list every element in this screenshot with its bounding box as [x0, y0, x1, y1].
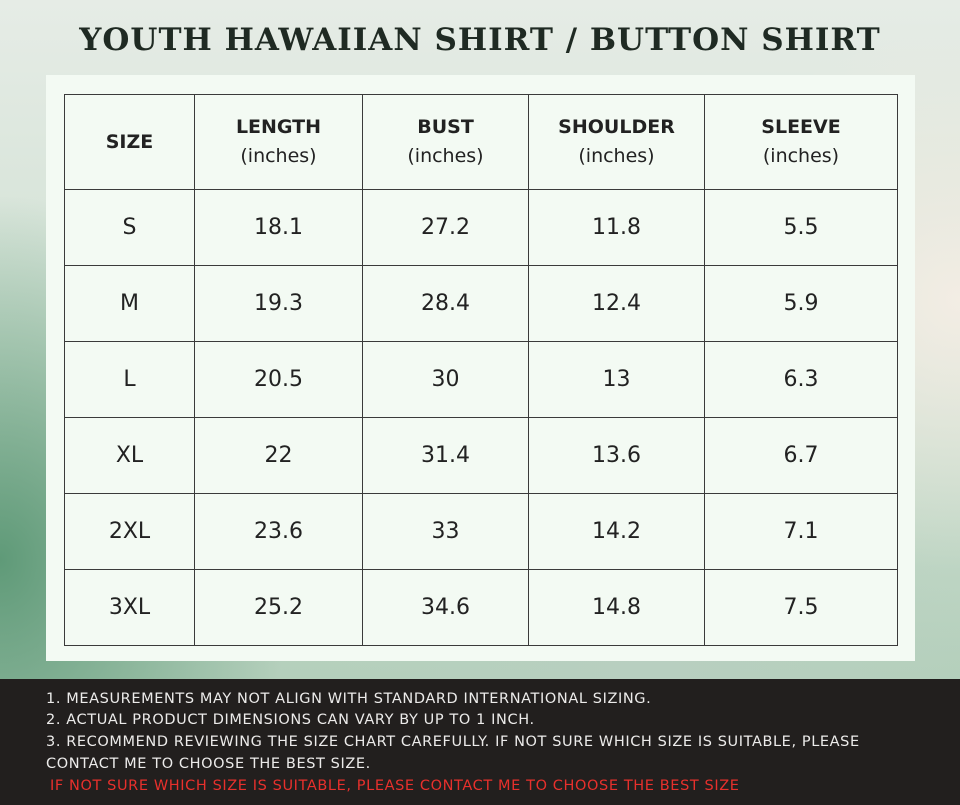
cell-shoulder: 14.2: [529, 494, 705, 570]
cell-bust: 33: [363, 494, 529, 570]
cell-bust: 30: [363, 342, 529, 418]
header-shoulder: [529, 95, 705, 190]
header-unit: (inches): [240, 145, 317, 167]
cell-sleeve: 7.1: [705, 494, 898, 570]
cell-size: XL: [65, 418, 195, 494]
note-line-3-continued: CONTACT ME TO CHOOSE THE BEST SIZE.: [46, 756, 371, 772]
cell-length: 22: [195, 418, 363, 494]
size-table: [64, 94, 898, 646]
header-length: [195, 95, 363, 190]
note-line-2: 2. ACTUAL PRODUCT DIMENSIONS CAN VARY BY UP TO 1 INCH.: [46, 712, 535, 728]
note-line-3: 3. RECOMMEND REVIEWING THE SIZE CHART CAREFULLY. IF NOT SURE WHICH SIZE IS SUITABLE, PLEASE: [46, 734, 860, 750]
cell-bust: 31.4: [363, 418, 529, 494]
cell-length: 25.2: [195, 570, 363, 646]
header-unit: (inches): [578, 145, 655, 167]
header-unit: (inches): [762, 145, 840, 167]
header-label: SIZE: [105, 130, 154, 153]
cell-bust: 34.6: [363, 570, 529, 646]
cell-size: 2XL: [65, 494, 195, 570]
cell-shoulder: 12.4: [529, 266, 705, 342]
cell-shoulder: 14.8: [529, 570, 705, 646]
header-bust: [363, 95, 529, 190]
table-row: [65, 494, 898, 570]
header-label: LENGTH: [235, 116, 322, 138]
table-row: [65, 342, 898, 418]
cell-length: 23.6: [195, 494, 363, 570]
notes-section: [0, 679, 960, 805]
cell-sleeve: 7.5: [705, 570, 898, 646]
cell-length: 19.3: [195, 266, 363, 342]
cell-bust: 28.4: [363, 266, 529, 342]
cell-shoulder: 13: [529, 342, 705, 418]
cell-sleeve: 6.7: [705, 418, 898, 494]
cell-size: S: [65, 190, 195, 266]
cell-size: 3XL: [65, 570, 195, 646]
cell-size: M: [65, 266, 195, 342]
cell-sleeve: 5.9: [705, 266, 898, 342]
header-label: BUST: [417, 116, 474, 138]
header-label: SLEEVE: [761, 116, 841, 138]
header-unit: (inches): [407, 145, 484, 167]
table-header-row: [65, 95, 898, 190]
table-row: [65, 190, 898, 266]
cell-length: 18.1: [195, 190, 363, 266]
cell-shoulder: 11.8: [529, 190, 705, 266]
header-sleeve: [705, 95, 898, 190]
header-label: SHOULDER: [558, 116, 675, 138]
cell-sleeve: 6.3: [705, 342, 898, 418]
warning-note: IF NOT SURE WHICH SIZE IS SUITABLE, PLEASE CONTACT ME TO CHOOSE THE BEST SIZE: [50, 778, 740, 794]
note-line-1: 1. MEASUREMENTS MAY NOT ALIGN WITH STANDARD INTERNATIONAL SIZING.: [46, 691, 652, 707]
table-row: [65, 418, 898, 494]
size-chart-panel: [46, 75, 915, 661]
cell-length: 20.5: [195, 342, 363, 418]
table-row: [65, 570, 898, 646]
header-size: [65, 95, 195, 190]
cell-shoulder: 13.6: [529, 418, 705, 494]
page-title: YOUTH HAWAIIAN SHIRT / BUTTON SHIRT: [79, 22, 881, 58]
cell-sleeve: 5.5: [705, 190, 898, 266]
cell-size: L: [65, 342, 195, 418]
table-row: [65, 266, 898, 342]
cell-bust: 27.2: [363, 190, 529, 266]
